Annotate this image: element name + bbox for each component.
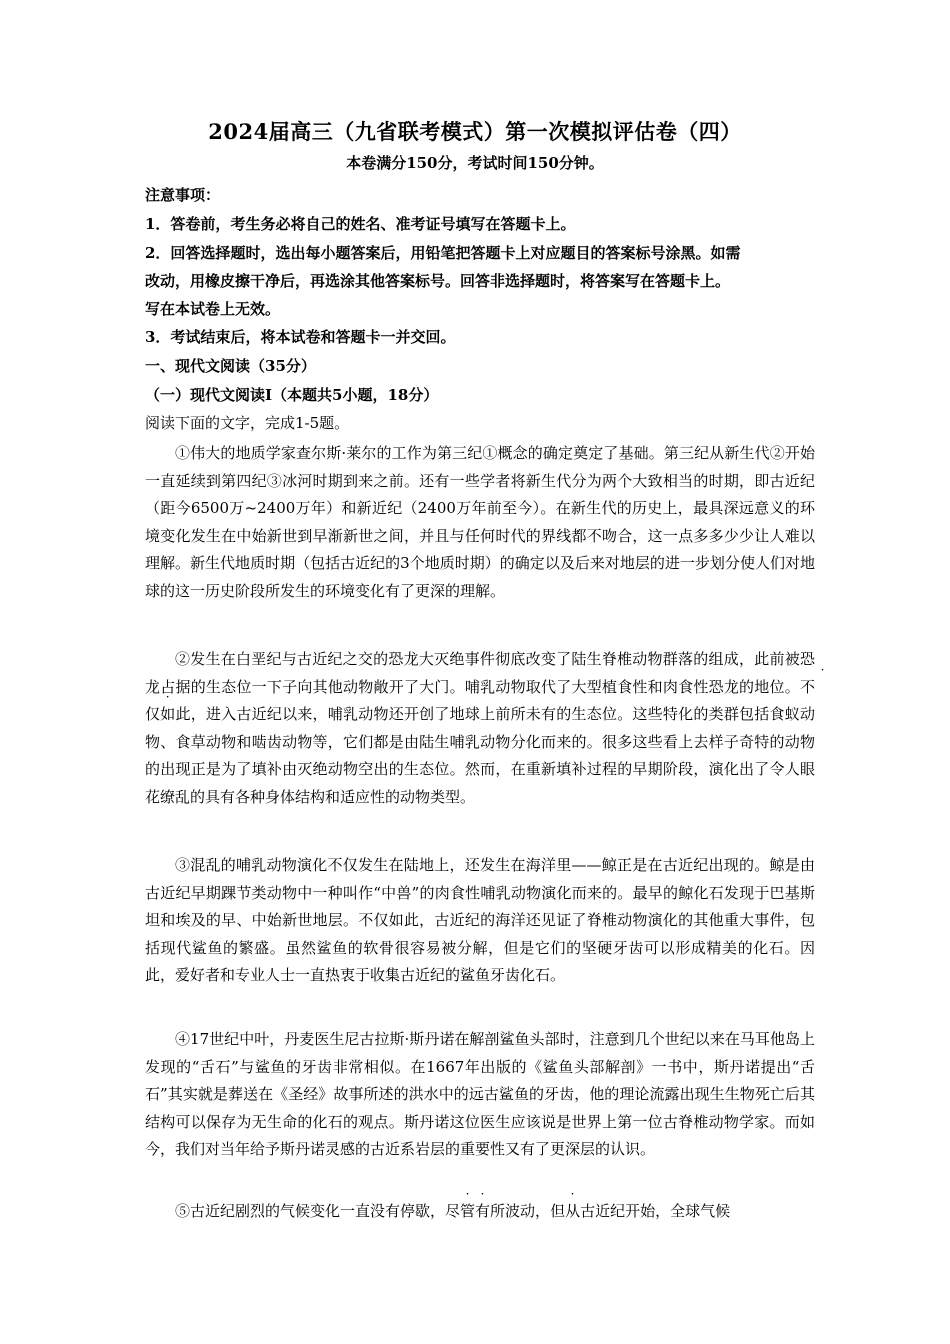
passage-paragraph-3: ③混乱的哺乳动物演化不仅发生在陆地上，还发生在海洋里——鲸正是在古近纪出现的。鲸是由古近纪早期踝节类动物中一种叫作“中兽”的肉食性哺乳动物演化而来的。最早的鲸化石发现于巴基斯坦和埃及的早、中始新世地层。不仅如此，古近纪的海洋还见证了脊椎动物演化的其他重大事件，包括现代鲨鱼的繁盛。虽然鲨鱼的软骨很容易被分解，但是它们的坚硬牙齿可以形成精美的化石。因此，爱好者和专业人士一直热衷于收集古近纪的鲨鱼牙齿化石。: [145, 856, 815, 985]
notes-item: 2．回答选择题时，选出每小题答案后，用铅笔把答题卡上对应题目的答案标号涂黑。如需: [145, 244, 741, 262]
page-title: 2024届高三（九省联考模式）第一次模拟评估卷（四）: [208, 119, 742, 144]
passage-paragraph-1: ①伟大的地质学家查尔斯·莱尔的工作为第三纪①概念的确定奠定了基础。第三纪从新生代②开始一直延续到第四纪③冰河时期到来之前。还有一些学者将新生代分为两个大致相当的时期，即古近纪（距今6500万~2400万年）和新近纪（2400万年前至今）。在新生代的历史上，最具深远意义的环境变化发生在中始新世到早渐新世之间，并且与任何时代的界线都不吻合，这一点多多少少让人难以理解。新生代地质时期（包括古近纪的3个地质时期）的确定以及后来对地层的进一步划分使人们对地球的这一历史阶段所发生的环境变化有了更深的理解。: [145, 444, 815, 600]
page-subtitle: 本卷满分150分，考试时间150分钟。: [346, 154, 604, 172]
notes-item: 3．考试结束后，将本试卷和答题卡一并交回。: [145, 328, 456, 346]
sub-section-heading: （一）现代文阅读Ⅰ（本题共5小题，18分）: [145, 386, 439, 404]
emphasis-dot-char: 但: [550, 1202, 566, 1220]
passage-paragraph-2: ②发生在白垩纪与古近纪之交的恐龙大灭绝事件彻底改变了陆生脊椎动物群落的组成，此前被恐龙占据的生态位一下子向其他动物敞开了大门。哺乳动物取代了大型植食性和肉食性恐龙的地位。不仅如此，进入古近纪以来，哺乳动物还开创了地球上前所未有的生态位。这些特化的类群包括食蚁动物、食草动物和啮齿动物等，它们都是由陆生哺乳动物分化而来的。很多这些看上去样子奇特的动物的出现正是为了填补由灭绝动物空出的生态位。然而，在重新填补过程的早期阶段，演化出了令人眼花缭乱的具有各种身体结构和适应性的动物类型。: [145, 650, 815, 806]
emphasis-dot-char: 仅: [145, 705, 161, 724]
passage-paragraph-4: ④17世纪中叶，丹麦医生尼古拉斯·斯丹诺在解剖鲨鱼头部时，注意到几个世纪以来在马耳他岛上发现的“舌石”与鲨鱼的牙齿非常相似。在1667年出版的《鲨鱼头部解剖》一书中，斯丹诺提出“舌石”其实就是葬送在《圣经》故事所述的洪水中的远古鲨鱼的牙齿，他的理论流露出现生生物死亡后其结构可以保存为无生命的化石的观点。斯丹诺这位医生应该说是世界上第一位古脊椎动物学家。而如今，我们对当年给予斯丹诺灵感的古近系岩层的重要性又有了更深层的认识。: [145, 1030, 815, 1159]
notes-item: 改动，用橡皮擦干净后，再选涂其他答案标号。回答非选择题时，将答案写在答题卡上。: [145, 272, 731, 290]
emphasis-dot-char: 尽: [445, 1202, 461, 1220]
emphasis-dot-char: 不: [799, 677, 815, 696]
notes-item: 1．答卷前，考生务必将自己的姓名、准考证号填写在答题卡上。: [145, 215, 576, 233]
notes-item: 写在本试卷上无效。: [145, 300, 281, 318]
notes-heading: 注意事项：: [145, 186, 221, 204]
passage-paragraph-5: ⑤古近纪剧烈的气候变化一直没有停歇，尽管有所波动，但从古近纪开始，全球气候: [175, 1202, 731, 1220]
emphasis-dot-char: 管: [460, 1202, 476, 1220]
instruction-text: 阅读下面的文字，完成1-5题。: [145, 414, 350, 432]
section-heading: 一、现代文阅读（35分）: [145, 357, 316, 375]
